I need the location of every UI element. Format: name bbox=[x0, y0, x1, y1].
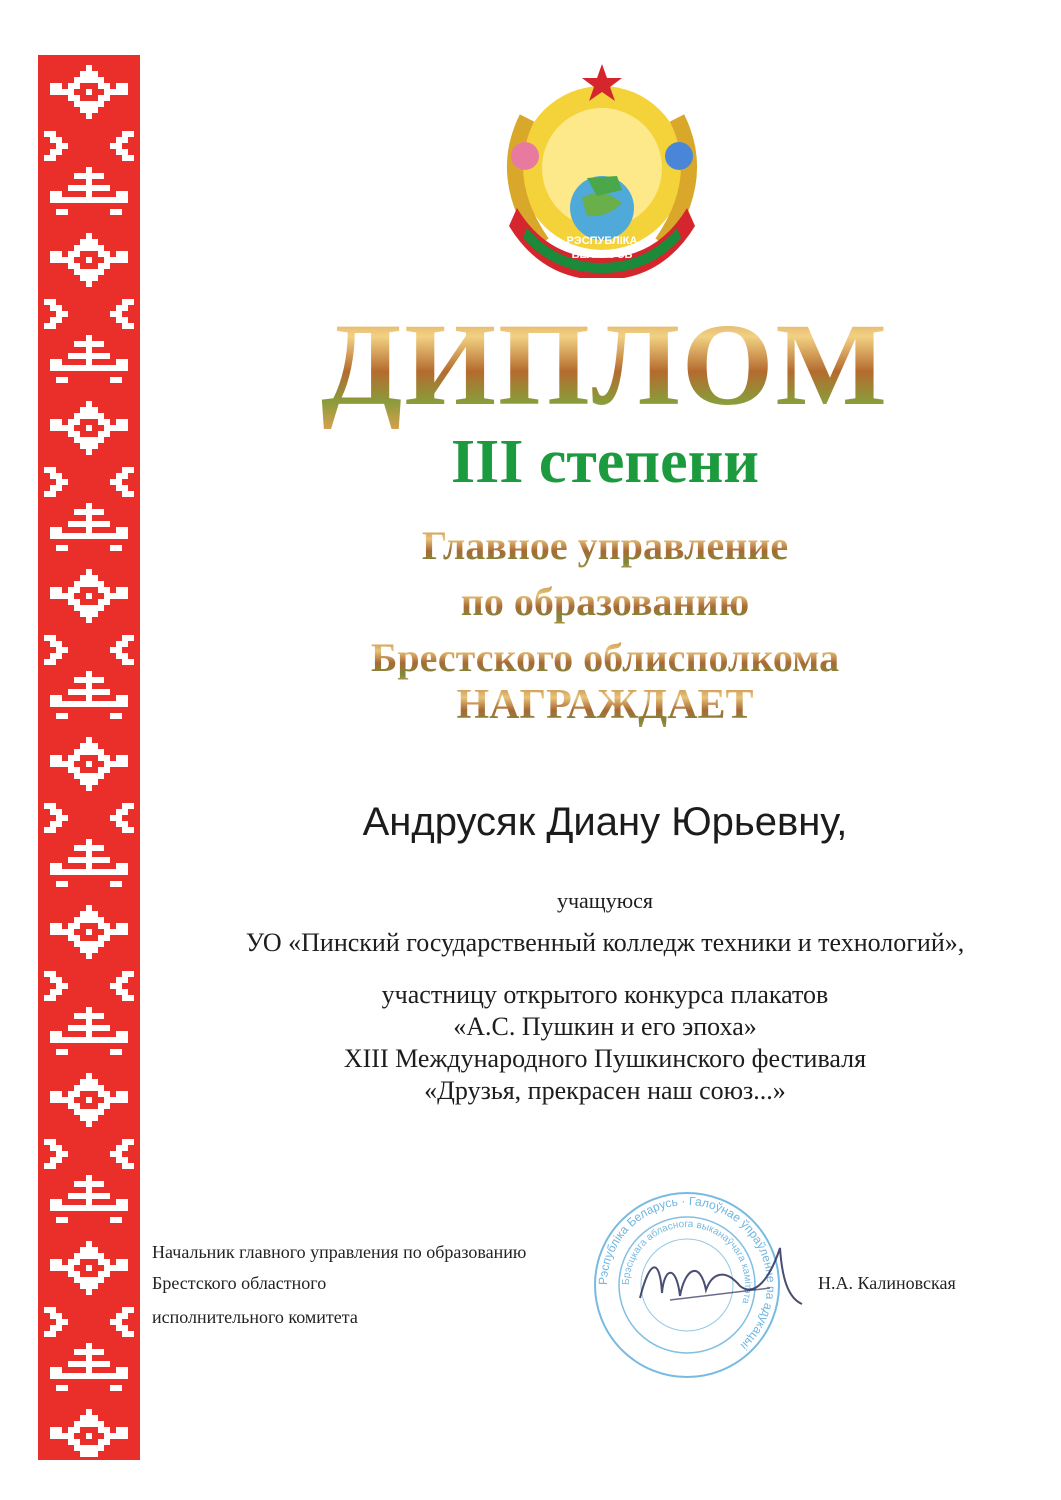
ornament-cell bbox=[80, 275, 98, 281]
ornament-cell bbox=[50, 989, 62, 995]
ornament-cell bbox=[56, 1319, 68, 1325]
ornament-cell bbox=[56, 647, 68, 653]
ornament-cell bbox=[44, 323, 56, 329]
ornament-cell bbox=[74, 101, 104, 107]
stamp-inner-text: Брэсцкага абласнога выканаўчага камітэта bbox=[620, 1218, 754, 1306]
ornament-cell bbox=[116, 653, 128, 659]
ornament-cell bbox=[86, 89, 92, 95]
ornament-cell bbox=[116, 1031, 128, 1043]
ornament-cell bbox=[56, 1049, 68, 1055]
ornament-cell bbox=[68, 1259, 80, 1265]
org-line-3: Брестского облисполкома bbox=[200, 634, 1010, 682]
ornament-cell bbox=[80, 1283, 98, 1289]
ornament-cell bbox=[62, 89, 74, 95]
ornament-cell bbox=[68, 1271, 80, 1277]
ornament-cell bbox=[98, 923, 110, 929]
ornament-cell bbox=[86, 1241, 92, 1247]
ornament-cell bbox=[68, 599, 80, 605]
awards-verb: НАГРАЖДАЕТ bbox=[200, 680, 1010, 730]
ornament-cell bbox=[68, 521, 110, 527]
ornament-cell bbox=[68, 251, 80, 257]
ornament-cell bbox=[44, 827, 56, 833]
ornament-cell bbox=[44, 467, 56, 473]
ornament-cell bbox=[50, 191, 62, 203]
ornament-cell bbox=[104, 89, 116, 95]
ornament-cell bbox=[116, 1145, 128, 1151]
flax-flower bbox=[665, 142, 693, 170]
ornament-cell bbox=[98, 1271, 110, 1277]
ornament-cell bbox=[68, 1439, 80, 1445]
ornament-cell bbox=[86, 785, 92, 791]
folk-ornament-band bbox=[38, 55, 140, 1460]
ornament-cell bbox=[74, 1277, 104, 1283]
ornament-cell bbox=[50, 305, 62, 311]
signer-position-2: Брестского областного bbox=[152, 1273, 327, 1293]
ornament-cell bbox=[44, 1139, 56, 1145]
ornament-cell bbox=[56, 143, 68, 149]
ornament-cell bbox=[98, 1103, 110, 1109]
ornament-cell bbox=[86, 401, 92, 407]
ornament-cell bbox=[62, 533, 116, 539]
ornament-cell bbox=[104, 761, 116, 767]
ornament-cell bbox=[50, 1427, 62, 1439]
ornament-cell bbox=[74, 1181, 104, 1187]
ornament-cell bbox=[68, 767, 80, 773]
ornament-cell bbox=[74, 677, 104, 683]
ornament-cell bbox=[98, 251, 110, 257]
ornament-cell bbox=[68, 1361, 110, 1367]
ornament-cell bbox=[116, 485, 128, 491]
ornament-cell bbox=[116, 989, 128, 995]
ornament-cell bbox=[86, 569, 92, 575]
ornament-cell bbox=[50, 863, 62, 875]
ornament-cell bbox=[56, 1151, 68, 1157]
ornament-cell bbox=[50, 641, 62, 647]
ornament-cell bbox=[86, 425, 92, 431]
ornament-cell bbox=[110, 713, 122, 719]
ornament-cell bbox=[74, 509, 104, 515]
school-name: УО «Пинский государственный колледж техники и технологий», bbox=[245, 928, 965, 957]
ornament-cell bbox=[116, 1259, 128, 1271]
ornament-cell bbox=[116, 587, 128, 599]
ornament-cell bbox=[86, 761, 92, 767]
ornament-cell bbox=[122, 491, 134, 497]
diploma-degree: III степени bbox=[450, 428, 760, 496]
ornament-cell bbox=[116, 1427, 128, 1439]
ornament-cell bbox=[116, 419, 128, 431]
ornament-cell bbox=[68, 353, 110, 359]
diploma-title: ДИПЛОМ bbox=[200, 300, 1010, 430]
ornament-cell bbox=[68, 1091, 80, 1097]
ornament-cell bbox=[74, 269, 104, 275]
ornament-cell bbox=[74, 1421, 104, 1427]
ornament-cell bbox=[74, 341, 104, 347]
ornament-cell bbox=[56, 881, 68, 887]
ornament-cell bbox=[56, 1217, 68, 1223]
contest-line-4: «Друзья, прекрасен наш союз...» bbox=[424, 1076, 786, 1105]
ornament-cell bbox=[50, 1259, 62, 1271]
ornament-cell bbox=[104, 257, 116, 263]
ornament-cell bbox=[74, 1253, 104, 1259]
ornament-cell bbox=[110, 311, 122, 317]
ornament-cell bbox=[68, 83, 80, 89]
ornament-cell bbox=[62, 425, 74, 431]
ornament-cell bbox=[116, 755, 128, 767]
ornament-cell bbox=[116, 1091, 128, 1103]
ornament-cell bbox=[62, 701, 116, 707]
ornament-cell bbox=[98, 767, 110, 773]
ornament-cell bbox=[98, 1439, 110, 1445]
ornament-cell bbox=[50, 485, 62, 491]
ornament-cell bbox=[74, 1085, 104, 1091]
ornament-cell bbox=[104, 593, 116, 599]
ornament-cell bbox=[68, 1103, 80, 1109]
ornament-cell bbox=[50, 1313, 62, 1319]
ornament-pattern bbox=[38, 55, 140, 1460]
ornament-cell bbox=[74, 1109, 104, 1115]
ornament-cell bbox=[86, 233, 92, 239]
ornament-cell bbox=[50, 1031, 62, 1043]
ornament-cell bbox=[104, 1097, 116, 1103]
ornament-cell bbox=[80, 71, 98, 77]
ornament-cell bbox=[74, 1013, 104, 1019]
ornament-cell bbox=[56, 1385, 68, 1391]
ornament-cell bbox=[80, 1115, 98, 1121]
signer-name: Н.А. Калиновская bbox=[818, 1273, 956, 1293]
ornament-cell bbox=[122, 131, 134, 137]
ornament-cell bbox=[74, 413, 104, 419]
ornament-cell bbox=[98, 599, 110, 605]
ornament-cell bbox=[104, 1265, 116, 1271]
ornament-cell bbox=[116, 1199, 128, 1211]
ornament-cell bbox=[56, 479, 68, 485]
ornament-cell bbox=[74, 1349, 104, 1355]
ornament-cell bbox=[74, 245, 104, 251]
ornament-cell bbox=[50, 653, 62, 659]
ornament-cell bbox=[50, 473, 62, 479]
ornament-cell bbox=[110, 479, 122, 485]
ornament-cell bbox=[98, 95, 110, 101]
ornament-cell bbox=[110, 1049, 122, 1055]
ornament-cell bbox=[122, 995, 134, 1001]
clover-flower bbox=[511, 142, 539, 170]
ornament-cell bbox=[50, 149, 62, 155]
ornament-cell bbox=[68, 185, 110, 191]
ornament-cell bbox=[104, 425, 116, 431]
ornament-cell bbox=[110, 881, 122, 887]
ornament-cell bbox=[44, 491, 56, 497]
ornament-cell bbox=[56, 209, 68, 215]
ornament-cell bbox=[98, 587, 110, 593]
emblem-text-1: РЭСПУБЛІКА bbox=[566, 235, 638, 247]
ornament-cell bbox=[86, 1289, 92, 1295]
ornament-cell bbox=[44, 1163, 56, 1169]
ornament-cell bbox=[44, 155, 56, 161]
signer-position-1: Начальник главного управления по образованию bbox=[152, 1242, 527, 1262]
ornament-cell bbox=[98, 263, 110, 269]
ornament-cell bbox=[68, 1193, 110, 1199]
ornament-cell bbox=[116, 641, 128, 647]
ornament-cell bbox=[122, 323, 134, 329]
ornament-cell bbox=[56, 713, 68, 719]
ornament-cell bbox=[116, 821, 128, 827]
ornament-cell bbox=[116, 137, 128, 143]
state-emblem bbox=[487, 58, 717, 278]
ornament-cell bbox=[62, 1205, 116, 1211]
ornament-cell bbox=[98, 935, 110, 941]
ornament-cell bbox=[116, 83, 128, 95]
ornament-cell bbox=[116, 1367, 128, 1379]
ornament-cell bbox=[116, 923, 128, 935]
ornament-cell bbox=[80, 1415, 98, 1421]
contest-line-1: участницу открытого конкурса плакатов bbox=[381, 980, 829, 1009]
ornament-cell bbox=[68, 857, 110, 863]
ornament-cell bbox=[62, 869, 116, 875]
ornament-cell bbox=[56, 311, 68, 317]
ornament-cell bbox=[116, 317, 128, 323]
ornament-cell bbox=[86, 737, 92, 743]
ornament-cell bbox=[62, 1433, 74, 1439]
ornament-cell bbox=[110, 377, 122, 383]
ornament-cell bbox=[50, 1091, 62, 1103]
ornament-cell bbox=[80, 575, 98, 581]
ornament-cell bbox=[74, 173, 104, 179]
ornament-cell bbox=[86, 1433, 92, 1439]
ornament-cell bbox=[104, 929, 116, 935]
org-line-1: Главное управление bbox=[200, 522, 1010, 570]
ornament-cell bbox=[116, 1325, 128, 1331]
ornament-cell bbox=[44, 299, 56, 305]
ornament-cell bbox=[74, 917, 104, 923]
ornament-cell bbox=[122, 803, 134, 809]
ornament-cell bbox=[116, 863, 128, 875]
ornament-cell bbox=[68, 95, 80, 101]
ornament-cell bbox=[80, 1451, 98, 1457]
ornament-cell bbox=[116, 527, 128, 539]
ornament-cell bbox=[86, 281, 92, 287]
ornament-cell bbox=[62, 197, 116, 203]
ornament-cell bbox=[110, 1151, 122, 1157]
ornament-cell bbox=[86, 1073, 92, 1079]
ornament-cell bbox=[116, 695, 128, 707]
ornament-cell bbox=[122, 1163, 134, 1169]
recipient-role: учащуюся bbox=[556, 888, 654, 913]
ornament-cell bbox=[86, 1097, 92, 1103]
ornament-cell bbox=[68, 263, 80, 269]
ornament-cell bbox=[116, 305, 128, 311]
ornament-cell bbox=[110, 209, 122, 215]
ornament-cell bbox=[68, 923, 80, 929]
ornament-cell bbox=[68, 755, 80, 761]
ornament-cell bbox=[122, 1331, 134, 1337]
ornament-cell bbox=[68, 1025, 110, 1031]
ornament-cell bbox=[116, 473, 128, 479]
stamp-outer-text: Рэспубліка Беларусь · Галоўнае ўпраўленне па адукацыі bbox=[595, 1193, 779, 1354]
ornament-cell bbox=[62, 761, 74, 767]
ornament-cell bbox=[98, 431, 110, 437]
ornament-cell bbox=[50, 977, 62, 983]
ornament-cell bbox=[44, 635, 56, 641]
ornament-cell bbox=[50, 1367, 62, 1379]
ornament-cell bbox=[110, 1319, 122, 1325]
emblem-text-2: БЕЛАРУСЬ bbox=[571, 249, 633, 261]
ornament-cell bbox=[110, 1217, 122, 1223]
ornament-cell bbox=[62, 1265, 74, 1271]
ornament-cell bbox=[56, 983, 68, 989]
ornament-cell bbox=[80, 1247, 98, 1253]
ornament-cell bbox=[116, 977, 128, 983]
ornament-cell bbox=[50, 359, 62, 371]
ornament-cell bbox=[50, 695, 62, 707]
ornament-cell bbox=[74, 437, 104, 443]
ornament-cell bbox=[80, 611, 98, 617]
ornament-cell bbox=[98, 1259, 110, 1265]
ornament-cell bbox=[50, 1199, 62, 1211]
ornament-cell bbox=[44, 1331, 56, 1337]
ornament-cell bbox=[62, 929, 74, 935]
ornament-cell bbox=[74, 749, 104, 755]
ornament-cell bbox=[74, 941, 104, 947]
ornament-cell bbox=[116, 251, 128, 263]
ornament-cell bbox=[86, 929, 92, 935]
ornament-cell bbox=[110, 545, 122, 551]
ornament-cell bbox=[80, 1079, 98, 1085]
ornament-cell bbox=[50, 137, 62, 143]
ornament-cell bbox=[80, 743, 98, 749]
ornament-cell bbox=[80, 407, 98, 413]
ornament-cell bbox=[122, 299, 134, 305]
ornament-cell bbox=[98, 419, 110, 425]
ornament-cell bbox=[86, 1265, 92, 1271]
ornament-cell bbox=[86, 1409, 92, 1415]
ornament-cell bbox=[110, 143, 122, 149]
ornament-cell bbox=[62, 1097, 74, 1103]
ornament-cell bbox=[86, 617, 92, 623]
ornament-cell bbox=[122, 659, 134, 665]
ornament-cell bbox=[122, 1307, 134, 1313]
ornament-cell bbox=[68, 1427, 80, 1433]
ornament-cell bbox=[56, 545, 68, 551]
ornament-cell bbox=[74, 1445, 104, 1451]
recipient-name: Андрусяк Диану Юрьевну, bbox=[362, 800, 848, 844]
ornament-cell bbox=[50, 755, 62, 767]
ornament-cell bbox=[50, 923, 62, 935]
ornament-cell bbox=[68, 935, 80, 941]
ornament-cell bbox=[68, 689, 110, 695]
ornament-cell bbox=[116, 1157, 128, 1163]
ornament-cell bbox=[74, 77, 104, 83]
ornament-cell bbox=[116, 359, 128, 371]
ornament-cell bbox=[44, 131, 56, 137]
ornament-cell bbox=[50, 587, 62, 599]
ornament-cell bbox=[116, 191, 128, 203]
ornament-cell bbox=[116, 1313, 128, 1319]
ornament-cell bbox=[122, 1139, 134, 1145]
ornament-cell bbox=[56, 815, 68, 821]
ornament-cell bbox=[62, 1373, 116, 1379]
ornament-cell bbox=[98, 1427, 110, 1433]
ornament-cell bbox=[80, 443, 98, 449]
ornament-cell bbox=[86, 257, 92, 263]
ornament-cell bbox=[110, 647, 122, 653]
ornament-cell bbox=[68, 419, 80, 425]
ornament-cell bbox=[86, 593, 92, 599]
ornament-cell bbox=[50, 83, 62, 95]
ornament-cell bbox=[44, 971, 56, 977]
ornament-cell bbox=[122, 827, 134, 833]
ornament-cell bbox=[80, 107, 98, 113]
ornament-cell bbox=[62, 257, 74, 263]
ornament-cell bbox=[110, 983, 122, 989]
ornament-cell bbox=[80, 239, 98, 245]
contest-line-3: XIII Международного Пушкинского фестиваля bbox=[343, 1044, 867, 1073]
ornament-cell bbox=[74, 605, 104, 611]
ornament-cell bbox=[86, 449, 92, 455]
ornament-cell bbox=[80, 947, 98, 953]
ornament-cell bbox=[98, 755, 110, 761]
ornament-cell bbox=[44, 659, 56, 665]
ornament-cell bbox=[74, 773, 104, 779]
signer-position-3: исполнительного комитета bbox=[152, 1307, 358, 1327]
ornament-cell bbox=[74, 845, 104, 851]
ornament-cell bbox=[86, 113, 92, 119]
ornament-cell bbox=[44, 995, 56, 1001]
ornament-cell bbox=[50, 1157, 62, 1163]
contest-line-2: «А.С. Пушкин и его эпоха» bbox=[453, 1012, 757, 1041]
ornament-cell bbox=[98, 83, 110, 89]
ornament-cell bbox=[50, 821, 62, 827]
handwritten-signature bbox=[630, 1238, 810, 1318]
ornament-cell bbox=[44, 803, 56, 809]
ornament-cell bbox=[56, 377, 68, 383]
ornament-cell bbox=[50, 1325, 62, 1331]
ornament-cell bbox=[50, 1145, 62, 1151]
ornament-cell bbox=[68, 431, 80, 437]
ornament-cell bbox=[62, 365, 116, 371]
ornament-cell bbox=[86, 1121, 92, 1127]
ornament-cell bbox=[44, 1307, 56, 1313]
ornament-cell bbox=[122, 467, 134, 473]
ornament-cell bbox=[104, 1433, 116, 1439]
ornament-cell bbox=[116, 809, 128, 815]
ornament-cell bbox=[50, 527, 62, 539]
ornament-cell bbox=[50, 317, 62, 323]
ornament-cell bbox=[116, 149, 128, 155]
ornament-cell bbox=[74, 581, 104, 587]
ornament-cell bbox=[110, 1385, 122, 1391]
ornament-cell bbox=[86, 905, 92, 911]
ornament-cell bbox=[80, 779, 98, 785]
ornament-cell bbox=[80, 911, 98, 917]
ornament-cell bbox=[86, 65, 92, 71]
ornament-cell bbox=[50, 251, 62, 263]
ornament-cell bbox=[68, 587, 80, 593]
ornament-cell bbox=[50, 809, 62, 815]
ornament-cell bbox=[122, 155, 134, 161]
org-line-2: по образованию bbox=[200, 578, 1010, 626]
ornament-cell bbox=[86, 953, 92, 959]
ornament-cell bbox=[122, 635, 134, 641]
ornament-cell bbox=[122, 971, 134, 977]
ornament-cell bbox=[62, 593, 74, 599]
ornament-cell bbox=[110, 815, 122, 821]
ornament-cell bbox=[50, 419, 62, 431]
ornament-cell bbox=[98, 1091, 110, 1097]
ornament-cell bbox=[62, 1037, 116, 1043]
